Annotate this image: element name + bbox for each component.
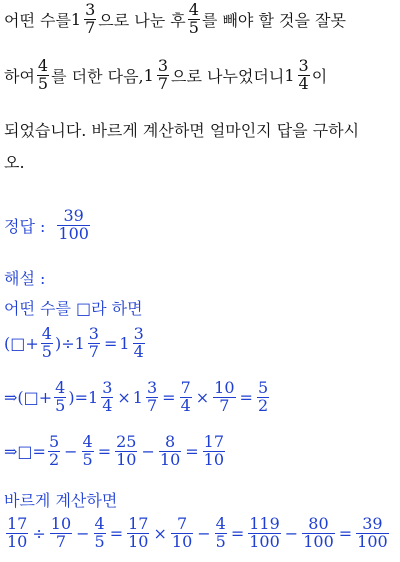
problem-text: 하여	[4, 66, 35, 86]
problem-line-4: 오.	[4, 153, 25, 172]
mixed-number	[71, 2, 98, 37]
equation-1: (□+ $\frac{4}{5}$ )÷ 1 $\frac{3}{7}$ = 1 $\frac{3}{4}$	[4, 324, 144, 361]
equation-2: ⇒(□+ $\frac{4}{5}$ )= 1 $\frac{3}{4}$ × 1 $\frac{3}{7}$ = $\frac{7}{4}$ × $\frac{10}{7}$ = $\frac{5}{2}$	[4, 378, 269, 415]
problem-line-3: 되었습니다. 바르게 계산하면 얼마인지 답을 구하시	[4, 121, 360, 140]
solution-label: 해설 :	[4, 269, 46, 288]
fraction: $\frac{4}{5}$	[37, 56, 49, 93]
answer-fraction: $\frac{39}{100}$	[58, 206, 89, 243]
problem-line-1	[4, 2, 346, 37]
fraction: $\frac{3}{7}$	[85, 0, 96, 37]
solution-sentence-2: 바르게 계산하면	[4, 491, 118, 510]
problem-text: 를 더한 다음,	[51, 66, 144, 86]
problem-text: 이	[311, 66, 328, 86]
problem-line-2	[4, 58, 327, 93]
problem-text: 으로 나눈 후	[98, 10, 186, 30]
equation-3: ⇒□= $\frac{5}{2}$ − $\frac{4}{5}$ = $\frac{25}{10}$ − $\frac{8}{10}$ = $\frac{17}{10}$	[4, 432, 225, 469]
fraction: $\frac{4}{5}$	[188, 0, 199, 37]
answer-label: 정답 :	[4, 216, 46, 236]
problem-text: 으로 나누었더니	[171, 66, 285, 86]
mixed-number: 1 $\frac{3}{4}$	[284, 56, 309, 93]
mixed-number: 1 $\frac{3}{7}$	[143, 56, 169, 93]
solution-sentence-1: 어떤 수를 □라 하면	[4, 299, 143, 318]
problem-text: 어떤 수를	[4, 10, 71, 30]
problem-text: 를 빼야 할 것을 잘못	[201, 10, 346, 30]
whole-part: 1	[70, 9, 82, 29]
equation-4: $\frac{17}{10}$ ÷ $\frac{10}{7}$ − $\frac{4}{5}$ = $\frac{17}{10}$ × $\frac{7}{10}$ − $\frac{4}{5}$ = $\frac{119}{100}$ − $\frac{80}{100}$ = $\frac{39}{100}$	[7, 514, 388, 551]
answer-line	[4, 208, 92, 243]
